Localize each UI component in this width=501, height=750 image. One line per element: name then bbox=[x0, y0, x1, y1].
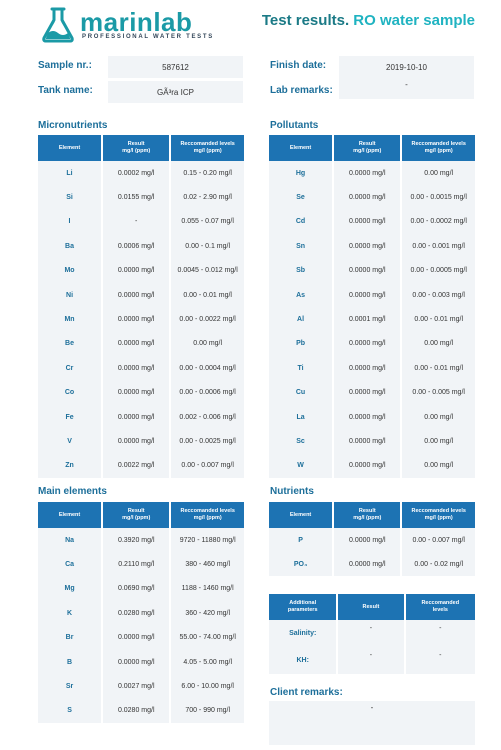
result-value: 0.0000 mg/l bbox=[103, 283, 169, 307]
result-value: - bbox=[338, 647, 403, 674]
flask-logo-icon bbox=[38, 6, 78, 44]
table-row bbox=[269, 307, 475, 331]
recommended-levels-value: 0.00 - 0.0025 mg/l bbox=[171, 429, 244, 453]
table-row bbox=[38, 356, 244, 380]
recommended-levels-value: 0.00 - 0.02 mg/l bbox=[402, 552, 475, 576]
column-header-element: Element bbox=[38, 135, 101, 161]
element-symbol: B bbox=[38, 650, 101, 674]
element-symbol: Sc bbox=[269, 429, 332, 453]
client-remarks-box bbox=[269, 701, 475, 745]
main-elements-table bbox=[36, 502, 246, 723]
column-header-additional-parameters: Additional parameters bbox=[269, 594, 336, 620]
table-row bbox=[38, 259, 244, 283]
recommended-levels-value: 0.00 - 0.0006 mg/l bbox=[171, 381, 244, 405]
result-value: 0.0000 mg/l bbox=[334, 283, 400, 307]
recommended-levels-value: 0.00 mg/l bbox=[402, 161, 475, 185]
element-symbol: I bbox=[38, 210, 101, 234]
finish-date-value: 2019-10-10 bbox=[339, 56, 474, 78]
element-symbol: Be bbox=[38, 332, 101, 356]
column-header-levels: Reccomanded levels mg/l (ppm) bbox=[171, 135, 244, 161]
pollutants-title: Pollutants bbox=[270, 120, 319, 131]
table-row bbox=[269, 647, 475, 674]
table-row bbox=[38, 161, 244, 185]
recommended-levels-value: 0.00 mg/l bbox=[402, 332, 475, 356]
table-row bbox=[269, 356, 475, 380]
column-header-element: Element bbox=[38, 502, 101, 528]
recommended-levels-value: - bbox=[406, 647, 475, 674]
lab-remarks-label: Lab remarks: bbox=[270, 85, 333, 96]
result-value: 0.0000 mg/l bbox=[334, 429, 400, 453]
result-value: 0.0000 mg/l bbox=[334, 259, 400, 283]
column-header-result: Result mg/l (ppm) bbox=[103, 135, 169, 161]
recommended-levels-value: 1188 - 1460 mg/l bbox=[171, 577, 244, 601]
element-symbol: Se bbox=[269, 185, 332, 209]
result-value: 0.0002 mg/l bbox=[103, 161, 169, 185]
result-value: 0.0000 mg/l bbox=[103, 626, 169, 650]
column-header-result: Result bbox=[338, 594, 403, 620]
recommended-levels-value: - bbox=[406, 620, 475, 647]
recommended-levels-value: 0.055 - 0.07 mg/l bbox=[171, 210, 244, 234]
result-value: 0.0000 mg/l bbox=[334, 454, 400, 478]
table-row bbox=[38, 454, 244, 478]
parameter-name: Salinity: bbox=[269, 620, 336, 647]
result-value: 0.0000 mg/l bbox=[103, 381, 169, 405]
result-value: 0.0000 mg/l bbox=[334, 161, 400, 185]
table-row bbox=[38, 601, 244, 625]
column-header-levels: Reccomanded levels mg/l (ppm) bbox=[402, 502, 475, 528]
table-row bbox=[38, 650, 244, 674]
recommended-levels-value: 0.002 - 0.006 mg/l bbox=[171, 405, 244, 429]
table-row bbox=[269, 454, 475, 478]
element-symbol: Sr bbox=[38, 674, 101, 698]
additional-parameters-table bbox=[267, 594, 477, 674]
result-value: 0.0027 mg/l bbox=[103, 674, 169, 698]
table-row bbox=[38, 429, 244, 453]
element-symbol: Mg bbox=[38, 577, 101, 601]
table-row bbox=[38, 577, 244, 601]
table-row bbox=[38, 699, 244, 723]
element-symbol: Ba bbox=[38, 234, 101, 258]
table-row bbox=[38, 674, 244, 698]
table-row bbox=[38, 381, 244, 405]
recommended-levels-value: 9720 - 11880 mg/l bbox=[171, 528, 244, 552]
element-symbol: Al bbox=[269, 307, 332, 331]
recommended-levels-value: 0.00 mg/l bbox=[402, 454, 475, 478]
result-value: 0.0000 mg/l bbox=[103, 429, 169, 453]
recommended-levels-value: 360 - 420 mg/l bbox=[171, 601, 244, 625]
table-row bbox=[269, 234, 475, 258]
element-symbol: Na bbox=[38, 528, 101, 552]
table-row bbox=[38, 210, 244, 234]
element-symbol: La bbox=[269, 405, 332, 429]
table-row bbox=[269, 620, 475, 647]
element-symbol: Pb bbox=[269, 332, 332, 356]
table-row bbox=[38, 283, 244, 307]
sample-number-value: 587612 bbox=[108, 56, 243, 78]
table-row bbox=[38, 528, 244, 552]
result-value: 0.0000 mg/l bbox=[103, 332, 169, 356]
element-symbol: Hg bbox=[269, 161, 332, 185]
element-symbol: S bbox=[38, 699, 101, 723]
result-value: - bbox=[103, 210, 169, 234]
element-symbol: Co bbox=[38, 381, 101, 405]
result-value: 0.0000 mg/l bbox=[334, 234, 400, 258]
table-row bbox=[269, 210, 475, 234]
element-symbol: Mo bbox=[38, 259, 101, 283]
recommended-levels-value: 0.00 - 0.0004 mg/l bbox=[171, 356, 244, 380]
recommended-levels-value: 6.00 - 10.00 mg/l bbox=[171, 674, 244, 698]
element-symbol: Fe bbox=[38, 405, 101, 429]
element-symbol: Br bbox=[38, 626, 101, 650]
element-symbol: Mn bbox=[38, 307, 101, 331]
result-value: 0.2110 mg/l bbox=[103, 552, 169, 576]
recommended-levels-value: 4.05 - 5.00 mg/l bbox=[171, 650, 244, 674]
result-value: 0.0000 mg/l bbox=[334, 210, 400, 234]
recommended-levels-value: 0.00 - 0.003 mg/l bbox=[402, 283, 475, 307]
recommended-levels-value: 0.00 - 0.005 mg/l bbox=[402, 381, 475, 405]
table-row bbox=[269, 405, 475, 429]
column-header-result: Result mg/l (ppm) bbox=[334, 502, 400, 528]
result-value: 0.0000 mg/l bbox=[103, 356, 169, 380]
table-row bbox=[269, 528, 475, 552]
result-value: 0.0000 mg/l bbox=[103, 259, 169, 283]
element-symbol: Zn bbox=[38, 454, 101, 478]
sample-number-label: Sample nr.: bbox=[38, 60, 92, 71]
result-value: 0.0000 mg/l bbox=[334, 552, 400, 576]
recommended-levels-value: 0.00 - 0.001 mg/l bbox=[402, 234, 475, 258]
table-row bbox=[38, 332, 244, 356]
recommended-levels-value: 0.00 - 0.01 mg/l bbox=[402, 356, 475, 380]
result-value: 0.0000 mg/l bbox=[334, 332, 400, 356]
table-row bbox=[269, 552, 475, 576]
recommended-levels-value: 0.00 - 0.007 mg/l bbox=[171, 454, 244, 478]
page-title: Test results. RO water sample bbox=[261, 12, 475, 29]
table-row bbox=[38, 234, 244, 258]
result-value: 0.0000 mg/l bbox=[103, 307, 169, 331]
result-value: 0.0022 mg/l bbox=[103, 454, 169, 478]
result-value: 0.0006 mg/l bbox=[103, 234, 169, 258]
element-symbol: Sb bbox=[269, 259, 332, 283]
lab-remarks-value: - bbox=[339, 77, 474, 99]
table-row bbox=[38, 552, 244, 576]
brand-tagline: PROFESSIONAL WATER TESTS bbox=[82, 34, 214, 40]
parameter-name: KH: bbox=[269, 647, 336, 674]
recommended-levels-value: 0.0045 - 0.012 mg/l bbox=[171, 259, 244, 283]
client-remarks-value: - bbox=[370, 703, 374, 712]
recommended-levels-value: 700 - 990 mg/l bbox=[171, 699, 244, 723]
tank-name-label: Tank name: bbox=[38, 85, 93, 96]
element-symbol: Ti bbox=[269, 356, 332, 380]
recommended-levels-value: 0.00 - 0.007 mg/l bbox=[402, 528, 475, 552]
table-row bbox=[269, 381, 475, 405]
table-row bbox=[269, 161, 475, 185]
table-row bbox=[38, 185, 244, 209]
brand-name: marinlab bbox=[80, 7, 193, 37]
micronutrients-table bbox=[36, 135, 246, 478]
table-row bbox=[38, 405, 244, 429]
element-symbol: V bbox=[38, 429, 101, 453]
micronutrients-title: Micronutrients bbox=[38, 120, 108, 131]
element-symbol: PO₄ bbox=[269, 552, 332, 576]
client-remarks-label: Client remarks: bbox=[270, 687, 343, 698]
table-row bbox=[269, 185, 475, 209]
column-header-result: Result mg/l (ppm) bbox=[334, 135, 400, 161]
page-header bbox=[0, 0, 501, 50]
recommended-levels-value: 0.00 - 0.0015 mg/l bbox=[402, 185, 475, 209]
element-symbol: P bbox=[269, 528, 332, 552]
result-value: 0.3920 mg/l bbox=[103, 528, 169, 552]
result-value: 0.0000 mg/l bbox=[334, 528, 400, 552]
element-symbol: As bbox=[269, 283, 332, 307]
element-symbol: Li bbox=[38, 161, 101, 185]
element-symbol: Cr bbox=[38, 356, 101, 380]
finish-date-label: Finish date: bbox=[270, 60, 327, 71]
column-header-levels: Reccomanded levels mg/l (ppm) bbox=[171, 502, 244, 528]
result-value: 0.0001 mg/l bbox=[334, 307, 400, 331]
result-value: - bbox=[338, 620, 403, 647]
result-value: 0.0000 mg/l bbox=[334, 381, 400, 405]
table-row bbox=[269, 259, 475, 283]
tank-name-value: GÃ³ra ICP bbox=[108, 81, 243, 103]
table-row bbox=[269, 429, 475, 453]
recommended-levels-value: 0.00 - 0.0002 mg/l bbox=[402, 210, 475, 234]
recommended-levels-value: 0.00 - 0.01 mg/l bbox=[402, 307, 475, 331]
recommended-levels-value: 0.00 - 0.0022 mg/l bbox=[171, 307, 244, 331]
result-value: 0.0280 mg/l bbox=[103, 699, 169, 723]
element-symbol: Ca bbox=[38, 552, 101, 576]
result-value: 0.0155 mg/l bbox=[103, 185, 169, 209]
recommended-levels-value: 0.00 - 0.1 mg/l bbox=[171, 234, 244, 258]
column-header-levels: Reccomanded levels bbox=[406, 594, 475, 620]
element-symbol: W bbox=[269, 454, 332, 478]
result-value: 0.0690 mg/l bbox=[103, 577, 169, 601]
result-value: 0.0000 mg/l bbox=[103, 650, 169, 674]
result-value: 0.0000 mg/l bbox=[334, 185, 400, 209]
column-header-element: Element bbox=[269, 135, 332, 161]
result-value: 0.0280 mg/l bbox=[103, 601, 169, 625]
recommended-levels-value: 0.00 mg/l bbox=[171, 332, 244, 356]
element-symbol: Si bbox=[38, 185, 101, 209]
table-row bbox=[38, 307, 244, 331]
main-elements-title: Main elements bbox=[38, 486, 107, 497]
recommended-levels-value: 0.15 - 0.20 mg/l bbox=[171, 161, 244, 185]
recommended-levels-value: 55.00 - 74.00 mg/l bbox=[171, 626, 244, 650]
result-value: 0.0000 mg/l bbox=[334, 405, 400, 429]
table-row bbox=[269, 332, 475, 356]
column-header-levels: Reccomanded levels mg/l (ppm) bbox=[402, 135, 475, 161]
element-symbol: Cu bbox=[269, 381, 332, 405]
recommended-levels-value: 0.00 mg/l bbox=[402, 405, 475, 429]
recommended-levels-value: 0.02 - 2.90 mg/l bbox=[171, 185, 244, 209]
column-header-result: Result mg/l (ppm) bbox=[103, 502, 169, 528]
element-symbol: Cd bbox=[269, 210, 332, 234]
element-symbol: Ni bbox=[38, 283, 101, 307]
recommended-levels-value: 380 - 460 mg/l bbox=[171, 552, 244, 576]
column-header-element: Element bbox=[269, 502, 332, 528]
result-value: 0.0000 mg/l bbox=[334, 356, 400, 380]
nutrients-title: Nutrients bbox=[270, 486, 314, 497]
nutrients-table bbox=[267, 502, 477, 576]
recommended-levels-value: 0.00 - 0.01 mg/l bbox=[171, 283, 244, 307]
element-symbol: K bbox=[38, 601, 101, 625]
pollutants-table bbox=[267, 135, 477, 478]
table-row bbox=[269, 283, 475, 307]
table-row bbox=[38, 626, 244, 650]
result-value: 0.0000 mg/l bbox=[103, 405, 169, 429]
recommended-levels-value: 0.00 - 0.0005 mg/l bbox=[402, 259, 475, 283]
recommended-levels-value: 0.00 mg/l bbox=[402, 429, 475, 453]
element-symbol: Sn bbox=[269, 234, 332, 258]
